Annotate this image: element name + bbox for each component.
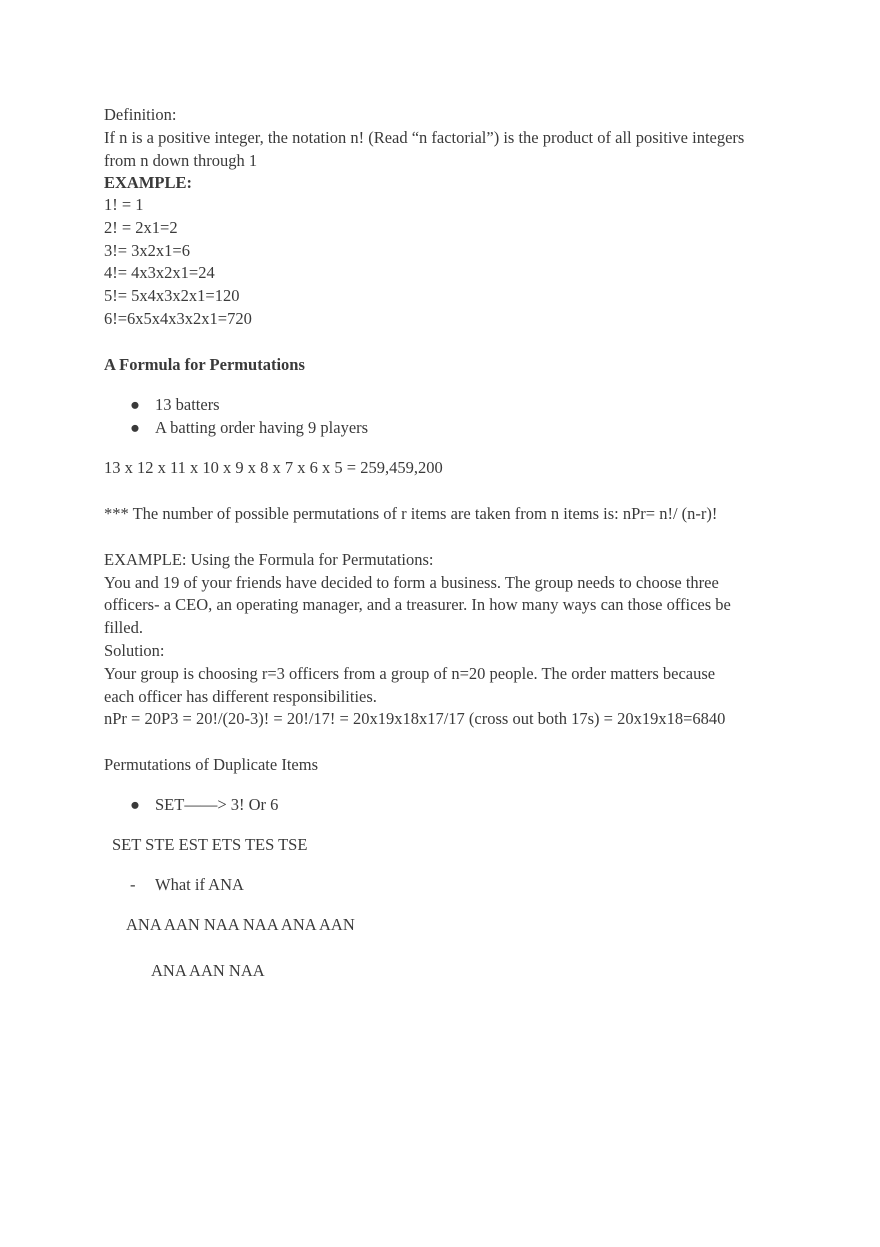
formula-rule: *** The number of possible permutations of r items are taken from n items is: nPr= n!/ (n-r)! — [104, 504, 718, 523]
formula-heading: A Formula for Permutations — [104, 355, 305, 374]
list-item: What if ANA — [155, 875, 244, 894]
duplicates-heading: Permutations of Duplicate Items — [104, 755, 318, 774]
bullet-icon: ● — [130, 395, 140, 414]
factorial-line: 3!= 3x2x1=6 — [104, 241, 190, 260]
definition-text: If n is a positive integer, the notation n! (Read “n factorial”) is the product of all positive integers — [104, 128, 745, 147]
example2-heading: EXAMPLE: Using the Formula for Permutations: — [104, 550, 434, 569]
problem-text: filled. — [104, 618, 143, 637]
product-line: 13 x 12 x 11 x 10 x 9 x 8 x 7 x 6 x 5 = 259,459,200 — [104, 458, 443, 477]
bullet-icon: ● — [130, 795, 140, 814]
ana-unique: ANA AAN NAA — [151, 961, 265, 980]
ana-permutations: ANA AAN NAA NAA ANA AAN — [126, 915, 355, 934]
factorial-line: 6!=6x5x4x3x2x1=720 — [104, 309, 252, 328]
solution-text: each officer has different responsibilities. — [104, 687, 377, 706]
factorial-line: 5!= 5x4x3x2x1=120 — [104, 286, 240, 305]
factorial-line: 1! = 1 — [104, 195, 144, 214]
solution-label: Solution: — [104, 641, 165, 660]
factorial-line: 4!= 4x3x2x1=24 — [104, 263, 215, 282]
list-item: SET——> 3! Or 6 — [155, 795, 279, 814]
list-item: A batting order having 9 players — [155, 418, 369, 437]
definition-text: from n down through 1 — [104, 151, 258, 170]
example-heading: EXAMPLE: — [104, 173, 192, 192]
solution-text: Your group is choosing r=3 officers from a group of n=20 people. The order matters because — [104, 664, 716, 683]
set-permutations: SET STE EST ETS TES TSE — [112, 835, 308, 854]
bullet-icon: ● — [130, 418, 140, 437]
definition-heading: Definition: — [104, 105, 177, 124]
list-item: 13 batters — [155, 395, 220, 414]
problem-text: You and 19 of your friends have decided to form a business. The group needs to choose three — [104, 573, 719, 592]
factorial-line: 2! = 2x1=2 — [104, 218, 178, 237]
problem-text: officers- a CEO, an operating manager, and a treasurer. In how many ways can those offices be — [104, 595, 731, 614]
solution-text: nPr = 20P3 = 20!/(20-3)! = 20!/17! = 20x19x18x17/17 (cross out both 17s) = 20x19x18=6840 — [104, 709, 726, 728]
dash-icon: - — [130, 875, 136, 894]
